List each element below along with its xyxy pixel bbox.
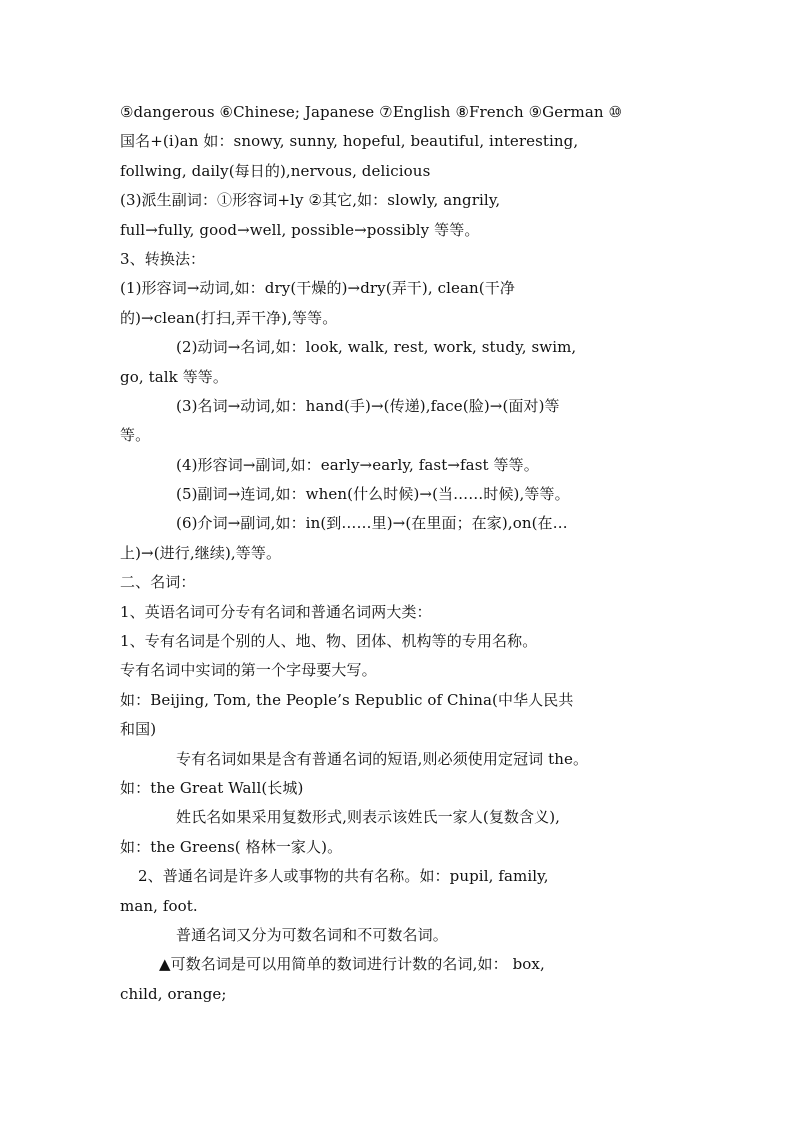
text-line: (3)派生副词：①形容词+ly ②其它,如：slowly, angrily, xyxy=(120,191,501,210)
text-line: 姓氏名如果采用复数形式,则表示该姓氏一家人(复数含义), xyxy=(176,808,561,827)
text-line: follwing, daily(每日的),nervous, delicious xyxy=(120,161,431,180)
text-line: 专有名词如果是含有普通名词的短语,则必须使用定冠词 the。 xyxy=(176,749,589,768)
text-line: (4)形容词→副词,如：early→early, fast→fast 等等。 xyxy=(176,455,539,474)
text-line: 1、专有名词是个别的人、地、物、团体、机构等的专用名称。 xyxy=(120,632,538,651)
text-line: (5)副词→连词,如：when(什么时候)→(当……时候),等等。 xyxy=(176,485,570,504)
text-line: 1、英语名词可分专有名词和普通名词两大类： xyxy=(120,602,432,621)
text-line: 如：the Greens( 格林一家人)。 xyxy=(120,837,343,856)
text-line: 如：Beijing, Tom, the People’s Republic of China(中华人民共 xyxy=(120,690,574,709)
text-line: full→fully, good→well, possible→possibly 等等。 xyxy=(120,220,480,239)
text-line: (2)动词→名词,如：look, walk, rest, work, study, swim, xyxy=(176,338,577,357)
text-line: man, foot. xyxy=(120,896,198,915)
text-line: 和国) xyxy=(120,720,157,739)
text-line: 专有名词中实词的第一个字母要大写。 xyxy=(120,661,377,680)
text-line: ⑤dangerous ⑥Chinese; Japanese ⑦English ⑧French ⑨German ⑩ xyxy=(120,103,623,121)
text-line: 普通名词又分为可数名词和不可数名词。 xyxy=(176,925,448,944)
text-line: 等。 xyxy=(120,426,151,445)
text-line: 如：the Great Wall(长城) xyxy=(120,778,304,797)
section-heading: 3、转换法： xyxy=(120,249,206,268)
text-line: child, orange; xyxy=(120,984,227,1003)
text-line: (1)形容词→动词,如：dry(干燥的)→dry(弄干), clean(干净 xyxy=(120,279,515,298)
text-line: 上)→(进行,继续),等等。 xyxy=(120,543,282,562)
text-line: ▲可数名词是可以用简单的数词进行计数的名词,如： box, xyxy=(159,955,545,974)
text-line: go, talk 等等。 xyxy=(120,367,228,386)
text-line: 的)→clean(打扫,弄干净),等等。 xyxy=(120,308,338,327)
document-body xyxy=(120,98,710,1009)
section-heading: 二、名词： xyxy=(120,573,196,592)
text-line: (3)名词→动词,如：hand(手)→(传递),face(脸)→(面对)等 xyxy=(176,396,560,415)
text-line: 国名+(i)an 如：snowy, sunny, hopeful, beautiful, interesting, xyxy=(120,132,579,151)
text-line: 2、普通名词是许多人或事物的共有名称。如：pupil, family, xyxy=(138,867,549,886)
text-line: (6)介词→副词,如：in(到……里)→(在里面；在家),on(在… xyxy=(176,514,568,533)
